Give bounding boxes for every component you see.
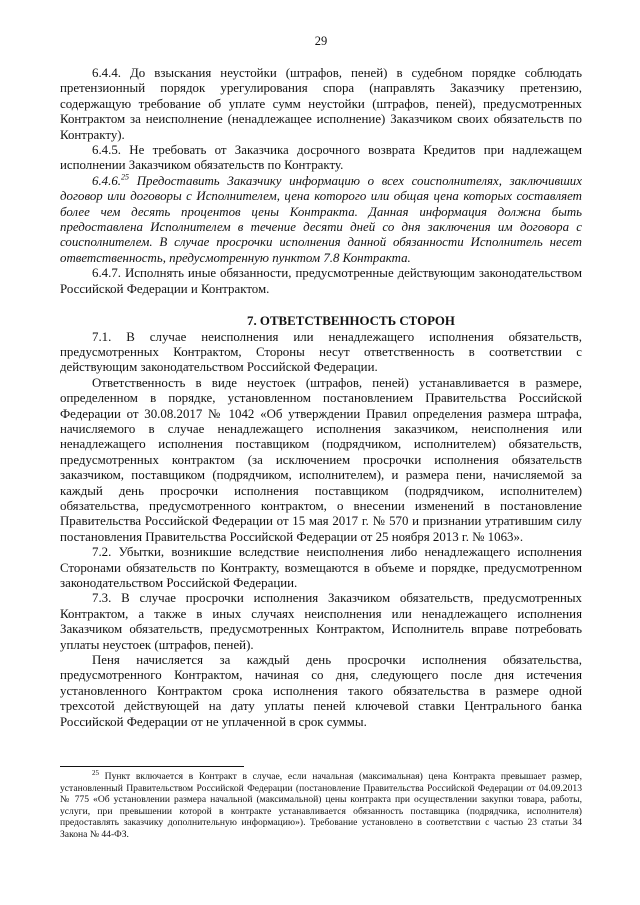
section-heading: 7. ОТВЕТСТВЕННОСТЬ СТОРОН (247, 314, 455, 329)
paragraph-7-2: 7.2. Убытки, возникшие вследствие неисполнения либо ненадлежащего исполнения Сторонами обязательств по Контракту, возмещаются в объеме и порядке, предусмотренном законодательством Российской Федерации. (60, 545, 582, 590)
footnote-reference[interactable]: 25 (121, 172, 130, 182)
paragraph-6-4-4: 6.4.4. До взыскания неустойки (штрафов, пеней) в судебном порядке соблюдать претензионный порядок урегулирования спора (направлять Заказчику претензию, содержащую требование об уплате сумм неустойки (штрафов, пеней), предусмотренных Контрактом за неисполнение (ненадлежащее исполнение) Заказчиком своих обязательств по Контракту). (60, 66, 582, 142)
paragraph-penalty: Пеня начисляется за каждый день просрочки исполнения обязательства, предусмотренного Контрактом, начиная со дня, следующего после дня истечения установленного Контрактом срока исполнения такого обязательства в размере одной трехсотой действующей на дату уплаты пеней ключевой ставки Центрального банка Российской Федерации от не уплаченной в срок суммы. (60, 653, 582, 729)
paragraph-6-4-5: 6.4.5. Не требовать от Заказчика досрочного возврата Кредитов при надлежащем исполнении Заказчиком обязательств по Контракту. (60, 143, 582, 173)
footnote-divider (60, 766, 244, 767)
paragraph-6-4-6 (60, 174, 582, 266)
paragraph-7-1: 7.1. В случае неисполнения или ненадлежащего исполнения обязательств, предусмотренных Контрактом, Стороны несут ответственность в соответствии с действующим законодательством Российской Федерации. (60, 329, 582, 375)
footnote-text: Пункт включается в Контракт в случае, если начальная (максимальная) цена Контракта превышает размер, установленный Правительством Российской Федерации (постановление Правительства Российской Федерации от 04.09.2013 № 775 «Об установлении размера начальной (максимальной) цены контракта при осуществлении закупки товара, работы, услуги, при превышении которой в контракте устанавливается обязанность поставщика (подрядчика, исполнителя) предоставлять заказчику дополнительную информацию»). Требование установлено в соответствии с частью 23 статьи 34 Закона № 44-ФЗ. (60, 771, 582, 840)
footnote (60, 768, 582, 841)
paragraph-6-4-6-text: Предоставить Заказчику информацию о всех соисполнителях, заключивших договор или договоры с Исполнителем, цена которого или общая цена которых составляет более чем десять процентов цены Контракта. Данная информация должна быть предоставлена Исполнителем в течение десяти дней со дня заключения им договора с соисполнителем. В случае просрочки исполнения данной обязанности Исполнитель несет ответственность, предусмотренную пунктом 7.8 Контракта. (60, 173, 582, 265)
page-number: 29 (314, 34, 328, 48)
paragraph-6-4-7: 6.4.7. Исполнять иные обязанности, предусмотренные действующим законодательством Российской Федерации и Контрактом. (60, 266, 582, 296)
paragraph-6-4-6-number: 6.4.6. (92, 173, 122, 188)
paragraph-liability: Ответственность в виде неустоек (штрафов, пеней) устанавливается в размере, определенном в порядке, установленном постановлением Правительства Российской Федерации от 30.08.2017 № 1042 «Об утверждении Правил определения размера штрафа, начисляемого в случае ненадлежащего исполнения заказчиком, неисполнения или ненадлежащего исполнения поставщиком (подрядчиком, исполнителем) обязательств, предусмотренных контрактом (за исключением просрочки исполнения обязательств заказчиком, поставщиком (подрядчиком, исполнителем), и размера пени, начисляемой за каждый день просрочки исполнения поставщиком (подрядчиком, исполнителем) обязательства, предусмотренного контрактом, о внесении изменений в постановление Правительства Российской Федерации от 15 мая 2017 г. № 570 и признании утратившим силу постановления Правительства Российской Федерации от 25 ноября 2013 г. № 1063». (60, 375, 582, 544)
footnote-marker: 25 (92, 768, 99, 777)
document-body (60, 66, 582, 730)
paragraph-7-3: 7.3. В случае просрочки исполнения Заказчиком обязательств, предусмотренных Контрактом, а также в иных случаях неисполнения или ненадлежащего исполнения Заказчиком обязательств, предусмотренных Контрактом, Исполнитель вправе потребовать уплаты неустоек (штрафов, пеней). (60, 591, 582, 652)
